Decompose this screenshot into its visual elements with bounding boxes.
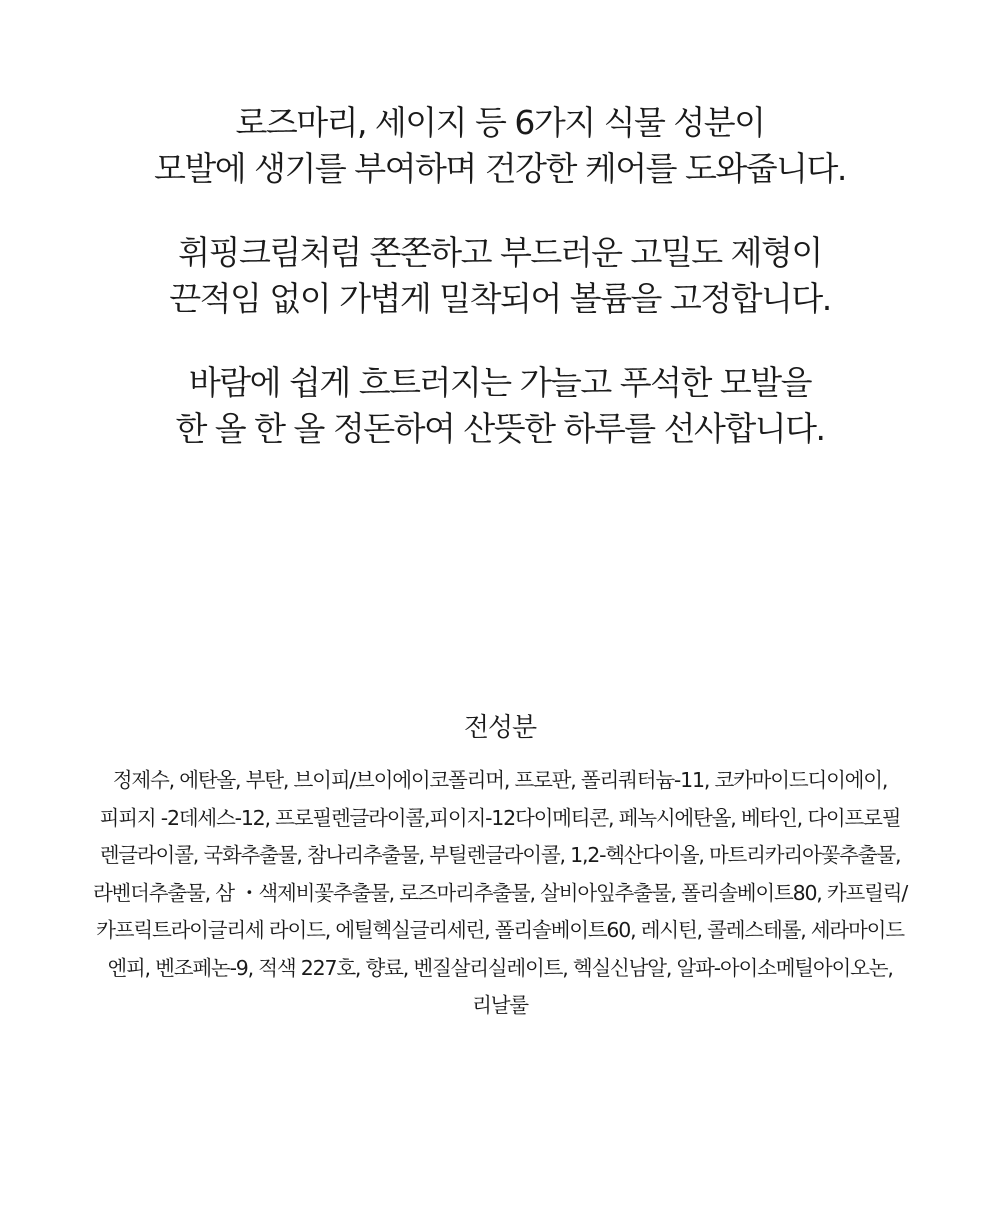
description-line: 모발에 생기를 부여하며 건강한 케어를 도와줍니다. (154, 149, 846, 188)
ingredients-line: 렌글라이콜, 국화추출물, 참나리추출물, 부틸렌글라이콜, 1,2-헥산다이올, 마트리카리아꽃추출물, (99, 843, 901, 867)
ingredients-section (40, 708, 960, 1025)
description-paragraph-3 (0, 360, 1000, 452)
ingredients-line: 카프릭트라이글리세 라이드, 에틸헥실글리세린, 폴리솔베이트60, 레시틴, 콜레스테롤, 세라마이드 (96, 918, 904, 942)
description-line: 로즈마리, 세이지 등 6가지 식물 성분이 (235, 103, 765, 142)
ingredients-title: 전성분 (463, 713, 537, 743)
description-line: 바람에 쉽게 흐트러지는 가늘고 푸석한 모발을 (188, 363, 812, 402)
description-line: 끈적임 없이 가볍게 밀착되어 볼륨을 고정합니다. (169, 279, 831, 318)
description-paragraph-2 (0, 230, 1000, 322)
description-paragraph-1 (0, 100, 1000, 192)
ingredients-line: 피피지 -2데세스-12, 프로필렌글라이콜,피이지-12다이메티콘, 페녹시에탄올, 베타인, 다이프로필 (99, 805, 901, 830)
ingredients-line: 리날룰 (472, 993, 528, 1017)
ingredients-line: 정제수, 에탄올, 부탄, 브이피/브이에이코폴리머, 프로판, 폴리쿼터늄-11, 코카마이드디이에이, (112, 768, 888, 792)
ingredients-line: 라벤더추출물, 삼 ・색제비꽃추출물, 로즈마리추출물, 살비아잎추출물, 폴리솔베이트80, 카프릴릭/ (92, 880, 908, 905)
ingredients-line: 엔피, 벤조페논-9, 적색 227호, 향료, 벤질살리실레이트, 헥실신남알, 알파-아이소메틸아이오논, (107, 955, 893, 980)
product-description (0, 100, 1000, 490)
description-line: 휘핑크림처럼 쫀쫀하고 부드러운 고밀도 제형이 (178, 233, 822, 272)
description-line: 한 올 한 올 정돈하여 산뜻한 하루를 선사합니다. (175, 409, 825, 448)
